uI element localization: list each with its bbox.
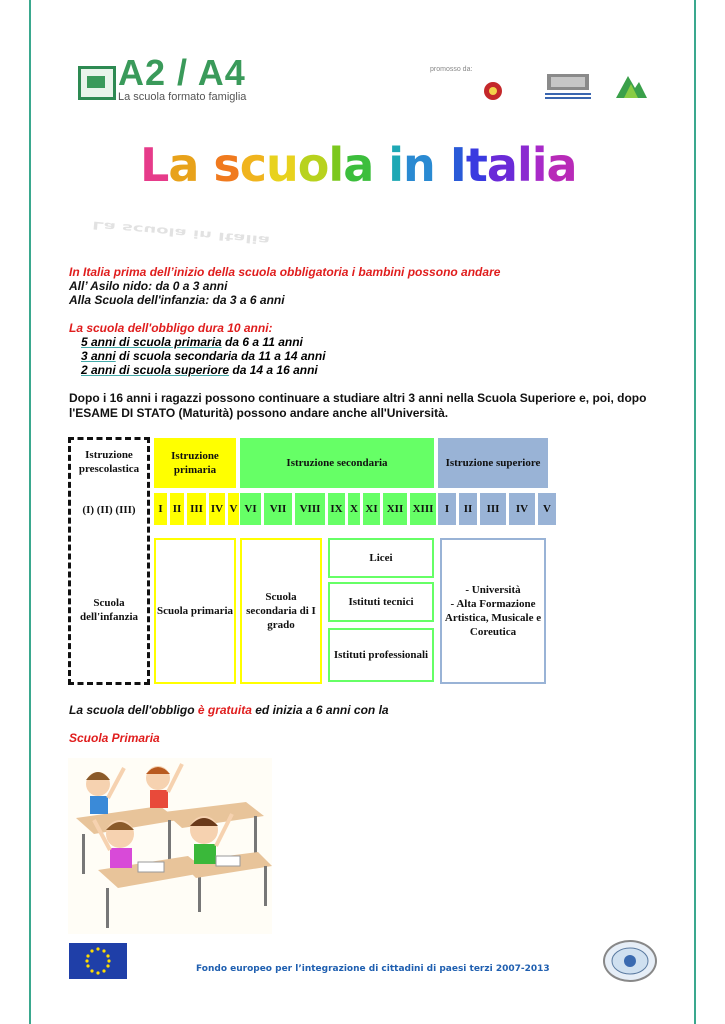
sponsor-logo-mountain-icon bbox=[613, 68, 649, 104]
box-istituti-tecnici: Istituti tecnici bbox=[328, 582, 434, 622]
dopo-line-2: l'ESAME DI STATO (Maturità) possono andare anche all'Università. bbox=[69, 406, 449, 420]
secondaria-ii-year-cell: XII bbox=[383, 493, 407, 525]
title-letter: i bbox=[531, 138, 547, 192]
box-licei: Licei bbox=[328, 538, 434, 578]
page-title bbox=[140, 138, 577, 192]
box-istituti-professionali: Istituti professionali bbox=[328, 628, 434, 682]
superiore-year-cell: III bbox=[480, 493, 506, 525]
secondaria-i-year-cell: VI bbox=[240, 493, 261, 525]
header-prescolastica: Istruzione prescolastica bbox=[78, 449, 140, 475]
obbligo-item-underlined: 2 anni di scuola superiore bbox=[81, 363, 230, 377]
closing-sentence bbox=[69, 703, 669, 717]
closing-scuola-primaria: Scuola Primaria bbox=[69, 731, 160, 745]
title-letter: i bbox=[388, 138, 404, 192]
box-secondaria-i-grado: Scuola secondaria di I grado bbox=[240, 538, 322, 684]
primaria-year-cell: IV bbox=[209, 493, 225, 525]
eu-flag-icon bbox=[69, 943, 127, 979]
closing-gratuita: è gratuita bbox=[197, 703, 252, 717]
blackboard-logo-icon bbox=[78, 66, 116, 100]
title-letter bbox=[198, 138, 213, 192]
title-letter: l bbox=[328, 138, 344, 192]
title-letter: a bbox=[343, 138, 374, 192]
obbligo-item bbox=[69, 349, 669, 363]
logo-subtitle: La scuola formato famiglia bbox=[118, 91, 247, 103]
superiore-year-cell: II bbox=[459, 493, 477, 525]
title-letter: a bbox=[546, 138, 577, 192]
superiore-year-cell: I bbox=[438, 493, 456, 525]
secondaria-i-year-cell: VIII bbox=[295, 493, 325, 525]
title-letter: t bbox=[465, 138, 487, 192]
title-letter bbox=[435, 138, 450, 192]
primaria-year-cell: V bbox=[228, 493, 239, 525]
prescolastica-years: (I) (II) (III) bbox=[82, 504, 136, 516]
box-scuola-primaria: Scuola primaria bbox=[154, 538, 236, 684]
title-reflection: La scuola in Italia bbox=[91, 218, 271, 247]
title-letter: n bbox=[403, 138, 435, 192]
primaria-year-cell: II bbox=[170, 493, 184, 525]
obbligo-item bbox=[69, 363, 669, 377]
secondaria-ii-year-cell: IX bbox=[328, 493, 345, 525]
title-letter: a bbox=[486, 138, 517, 192]
intro-line-1: In Italia prima dell’inizio della scuola obbligatoria i bambini possono andare bbox=[69, 265, 501, 279]
left-border-line bbox=[29, 0, 31, 1024]
box-universita: - Università - Alta Formazione Artistica, Musicale e Coreutica bbox=[440, 538, 546, 684]
secondaria-ii-year-cell: X bbox=[348, 493, 360, 525]
closing-part-1: La scuola dell'obbligo bbox=[69, 703, 198, 717]
obbligo-heading: La scuola dell'obbligo dura 10 anni: bbox=[69, 321, 273, 335]
right-border-line bbox=[694, 0, 696, 1024]
title-letter: o bbox=[297, 138, 329, 192]
sponsor-logo-school-icon bbox=[543, 70, 593, 102]
title-letter: L bbox=[140, 138, 169, 192]
footer-text: Fondo europeo per l’integrazione di cittadini di paesi terzi 2007-2013 bbox=[196, 964, 550, 974]
title-letter: s bbox=[213, 138, 240, 192]
obbligo-item-underlined: 3 anni bbox=[81, 349, 116, 363]
title-letter: a bbox=[168, 138, 199, 192]
obbligo-item-rest: da 14 a 16 anni bbox=[229, 363, 318, 377]
obbligo-item bbox=[69, 335, 669, 349]
superiore-year-cell: IV bbox=[509, 493, 535, 525]
title-letter: u bbox=[266, 138, 298, 192]
intro-line-2: All’ Asilo nido: da 0 a 3 anni bbox=[69, 279, 228, 293]
obbligo-item-underlined: 5 anni di scuola primaria bbox=[81, 335, 222, 349]
primaria-year-cell: III bbox=[187, 493, 206, 525]
header-superiore: Istruzione superiore bbox=[438, 438, 548, 488]
secondaria-ii-year-cell: XIII bbox=[410, 493, 436, 525]
obbligo-item-rest: da 6 a 11 anni bbox=[221, 335, 303, 349]
sponsor-logo-red-icon bbox=[478, 75, 508, 103]
box-infanzia: Scuola dell'infanzia bbox=[79, 597, 139, 623]
title-letter bbox=[373, 138, 388, 192]
secondaria-ii-year-cell: XI bbox=[363, 493, 380, 525]
superiore-year-cell: V bbox=[538, 493, 556, 525]
classroom-children-illustration bbox=[68, 758, 272, 934]
title-letter: c bbox=[239, 138, 267, 192]
title-letter: I bbox=[449, 138, 466, 192]
promoted-by-label: promosso da: bbox=[430, 66, 473, 73]
dopo-line-1: Dopo i 16 anni i ragazzi possono continuare a studiare altri 3 anni nella Scuola Superiore e, poi, dopo bbox=[69, 391, 647, 405]
header-secondaria: Istruzione secondaria bbox=[240, 438, 434, 488]
closing-part-3: ed inizia a 6 anni con la bbox=[251, 703, 389, 717]
ministry-seal-icon bbox=[603, 940, 657, 982]
secondaria-i-year-cell: VII bbox=[264, 493, 292, 525]
logo-title: A2 / A4 bbox=[118, 52, 246, 93]
primaria-year-cell: I bbox=[154, 493, 167, 525]
title-letter: l bbox=[516, 138, 532, 192]
obbligo-item-rest: di scuola secondaria da 11 a 14 anni bbox=[115, 349, 326, 363]
intro-line-3: Alla Scuola dell'infanzia: da 3 a 6 anni bbox=[69, 293, 285, 307]
header-primaria: Istruzione primaria bbox=[154, 438, 236, 488]
